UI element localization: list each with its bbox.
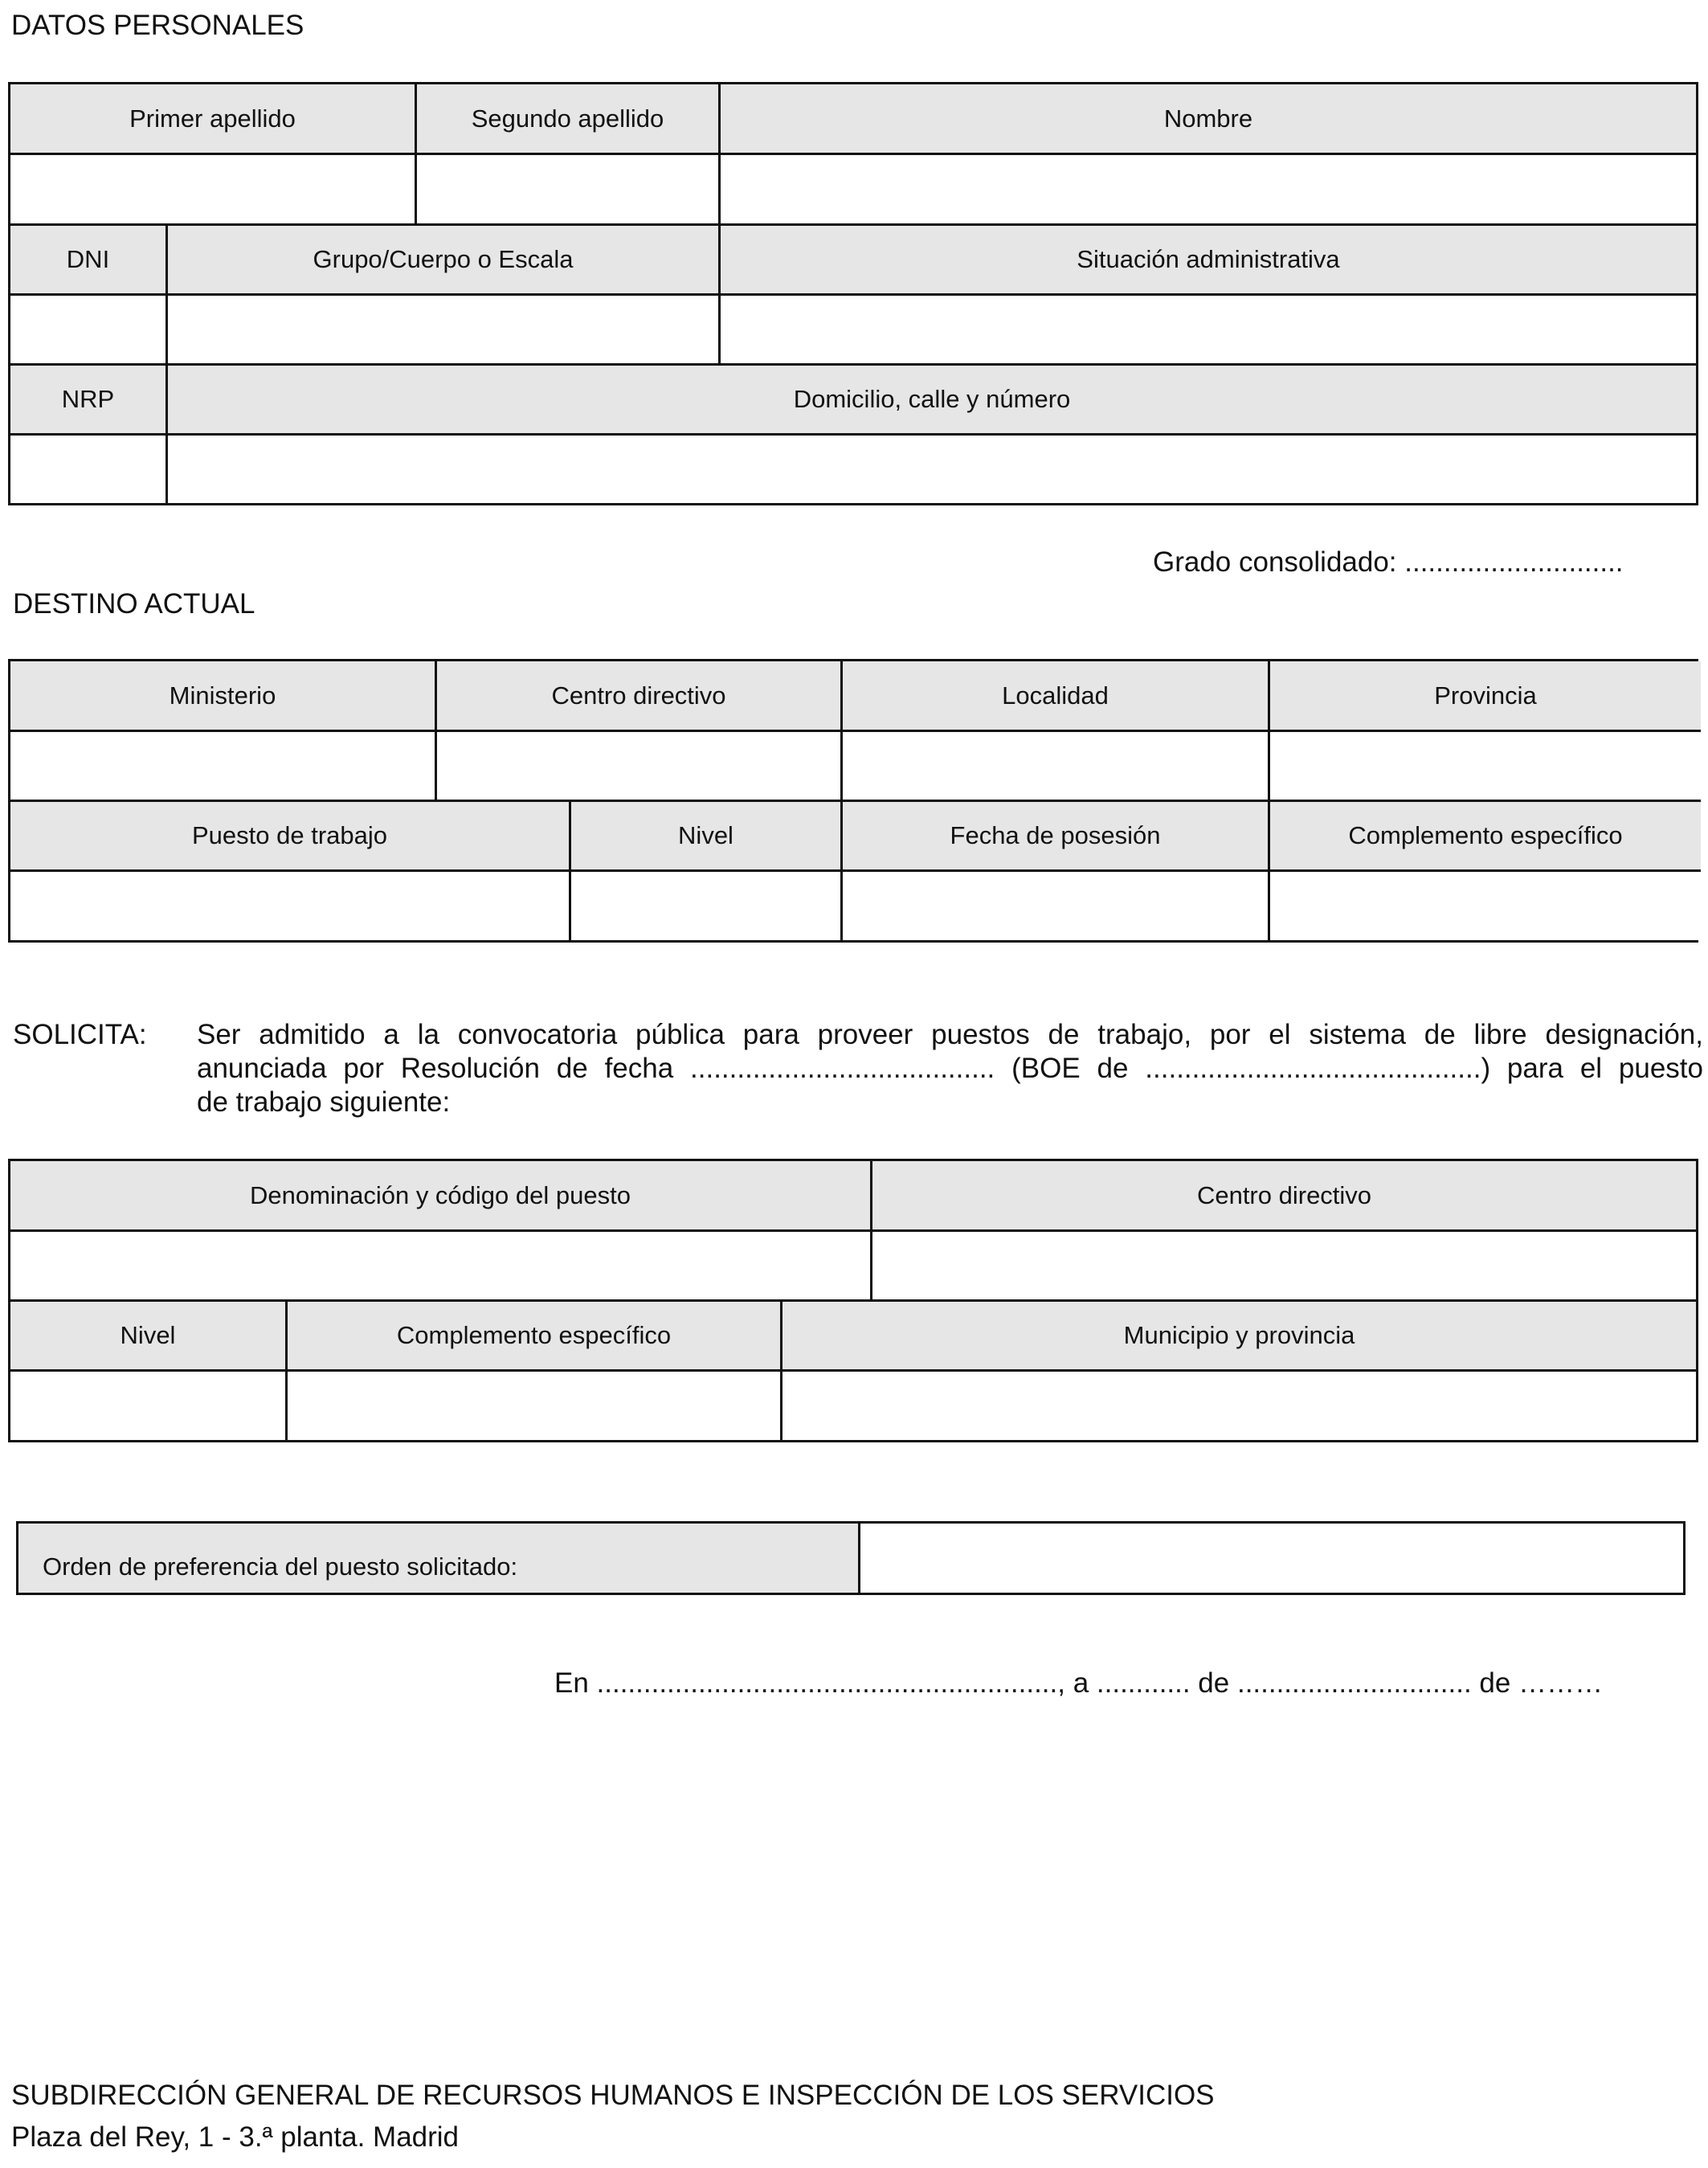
grado-consolidado: Grado consolidado: ............................ [1153,546,1624,578]
header-denominacion-codigo: Denominación y código del puesto [10,1161,872,1232]
header-ministerio: Ministerio [10,661,437,732]
field-centro-directivo-solicitado[interactable] [872,1232,1696,1302]
field-nivel-solicitado[interactable] [10,1372,288,1440]
footer-organismo: SUBDIRECCIÓN GENERAL DE RECURSOS HUMANOS E INSPECCIÓN DE LOS SERVICIOS [11,2080,1215,2111]
header-nrp: NRP [10,366,168,436]
header-fecha-posesion: Fecha de posesión [843,802,1270,872]
field-primer-apellido[interactable] [10,155,417,226]
orden-preferencia-box [16,1521,1686,1595]
field-orden-preferencia[interactable] [860,1524,1683,1593]
header-domicilio: Domicilio, calle y número [168,366,1696,436]
puesto-solicitado-table [8,1159,1698,1442]
field-domicilio[interactable] [168,436,1696,503]
section-title-datos-personales: DATOS PERSONALES [11,10,304,41]
header-dni: DNI [10,226,168,296]
header-primer-apellido: Primer apellido [10,84,417,155]
header-complemento-solicitado: Complemento específico [288,1302,782,1372]
footer-direccion: Plaza del Rey, 1 - 3.ª planta. Madrid [11,2121,460,2153]
header-puesto-trabajo: Puesto de trabajo [10,802,571,872]
field-centro-directivo[interactable] [437,732,843,802]
field-complemento-solicitado[interactable] [288,1372,782,1440]
solicita-text-line-3: de trabajo siguiente: [197,1086,451,1118]
field-localidad[interactable] [843,732,1270,802]
header-municipio-provincia: Municipio y provincia [782,1302,1696,1372]
field-nrp[interactable] [10,436,168,503]
field-complemento-especifico[interactable] [1270,872,1701,940]
section-title-destino-actual: DESTINO ACTUAL [13,588,255,620]
orden-preferencia-label: Orden de preferencia del puesto solicitado: [18,1524,860,1593]
field-denominacion-codigo[interactable] [10,1232,872,1302]
field-nivel[interactable] [571,872,843,940]
field-puesto-trabajo[interactable] [10,872,571,940]
header-centro-directivo: Centro directivo [437,661,843,732]
field-ministerio[interactable] [10,732,437,802]
header-situacion: Situación administrativa [721,226,1696,296]
header-nivel-solicitado: Nivel [10,1302,288,1372]
field-fecha-posesion[interactable] [843,872,1270,940]
field-municipio-provincia[interactable] [782,1372,1696,1440]
field-situacion[interactable] [721,296,1696,366]
field-provincia[interactable] [1270,732,1701,802]
header-complemento-especifico: Complemento específico [1270,802,1701,872]
solicita-label: SOLICITA: [13,1019,147,1050]
datos-personales-table [8,82,1698,505]
header-segundo-apellido: Segundo apellido [417,84,721,155]
field-grupo-cuerpo[interactable] [168,296,721,366]
header-nombre: Nombre [721,84,1696,155]
field-dni[interactable] [10,296,168,366]
header-provincia: Provincia [1270,661,1701,732]
header-grupo-cuerpo: Grupo/Cuerpo o Escala [168,226,721,296]
header-localidad: Localidad [843,661,1270,732]
field-segundo-apellido[interactable] [417,155,721,226]
solicita-text-line-1: Ser admitido a la convocatoria pública para proveer puestos de trabajo, por el sistema de libre designación, [197,1019,1703,1050]
header-nivel: Nivel [571,802,843,872]
lugar-fecha-firma: En ..........................................................., a ............ de .............................. de ……… [554,1667,1604,1699]
destino-actual-table [8,659,1698,943]
solicita-text-line-2: anunciada por Resolución de fecha ....................................... (BOE de ...........................................) para el puesto [197,1053,1703,1084]
field-nombre[interactable] [721,155,1696,226]
header-centro-directivo-solicitado: Centro directivo [872,1161,1696,1232]
